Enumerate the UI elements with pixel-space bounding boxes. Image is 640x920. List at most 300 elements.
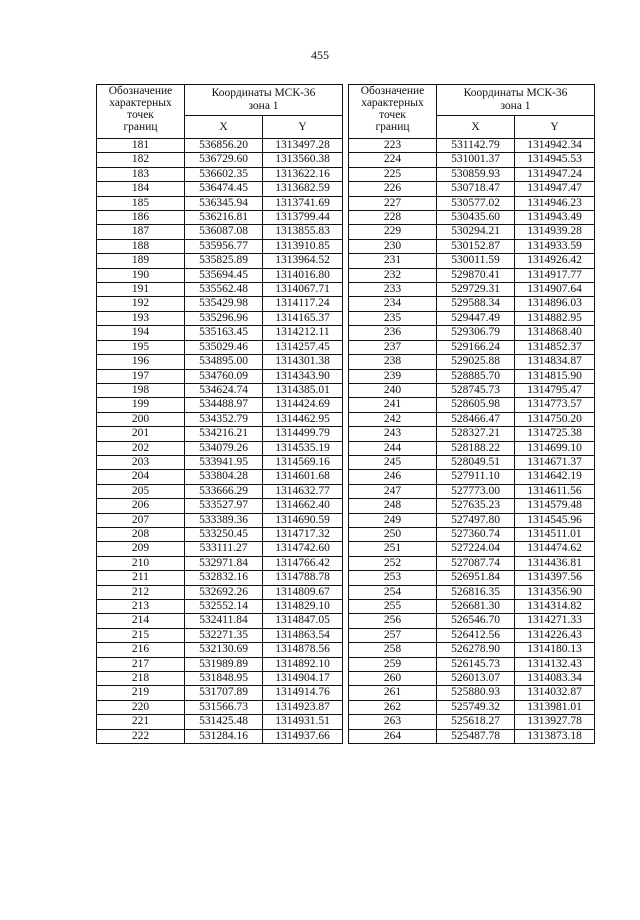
x-coordinate-cell: 535296.96	[185, 311, 263, 325]
x-coordinate-cell: 531989.89	[185, 657, 263, 671]
table-row	[349, 484, 595, 498]
y-coordinate-cell: 1314946.23	[515, 196, 595, 210]
table-row	[97, 254, 343, 268]
point-id-cell: 193	[97, 311, 185, 325]
y-coordinate-cell: 1314809.67	[263, 585, 343, 599]
point-id-cell: 196	[97, 355, 185, 369]
y-coordinate-cell: 1314356.90	[515, 585, 595, 599]
point-header-line: точек	[127, 109, 154, 121]
table-row	[349, 556, 595, 570]
table-row	[349, 614, 595, 628]
y-coordinate-cell: 1314117.24	[263, 297, 343, 311]
point-header-line: Обозначение	[360, 85, 425, 97]
table-row	[349, 571, 595, 585]
table-row	[349, 225, 595, 239]
x-coordinate-cell: 526546.70	[437, 614, 515, 628]
x-coordinate-cell: 534895.00	[185, 355, 263, 369]
x-coordinate-cell: 530859.93	[437, 167, 515, 181]
y-coordinate-cell: 1314750.20	[515, 412, 595, 426]
y-coordinate-cell: 1314462.95	[263, 412, 343, 426]
point-id-cell: 187	[97, 225, 185, 239]
point-id-cell: 192	[97, 297, 185, 311]
point-id-cell: 181	[97, 139, 185, 153]
y-coordinate-cell: 1314690.59	[263, 513, 343, 527]
point-id-cell: 206	[97, 499, 185, 513]
y-coordinate-cell: 1314725.38	[515, 427, 595, 441]
point-id-cell: 218	[97, 672, 185, 686]
table-row	[97, 340, 343, 354]
x-coordinate-cell: 526681.30	[437, 600, 515, 614]
table-row	[349, 427, 595, 441]
y-coordinate-cell: 1314931.51	[263, 715, 343, 729]
y-coordinate-cell: 1313981.01	[515, 700, 595, 714]
coords-header-line: зона 1	[500, 100, 531, 112]
table-row	[349, 729, 595, 743]
x-coordinate-cell: 532971.84	[185, 556, 263, 570]
y-coordinate-cell: 1314424.69	[263, 398, 343, 412]
y-coordinate-cell: 1314436.81	[515, 556, 595, 570]
x-coordinate-cell: 525487.78	[437, 729, 515, 743]
y-coordinate-cell: 1314632.77	[263, 484, 343, 498]
y-coordinate-cell: 1313560.38	[263, 153, 343, 167]
x-coordinate-cell: 530011.59	[437, 254, 515, 268]
point-id-cell: 261	[349, 686, 437, 700]
point-id-cell: 230	[349, 239, 437, 253]
y-coordinate-cell: 1314878.56	[263, 643, 343, 657]
table-row	[97, 398, 343, 412]
table-row	[97, 455, 343, 469]
table-row	[349, 499, 595, 513]
table-row	[349, 283, 595, 297]
x-coordinate-cell: 534216.21	[185, 427, 263, 441]
x-coordinate-cell: 531707.89	[185, 686, 263, 700]
point-id-cell: 195	[97, 340, 185, 354]
table-row	[349, 211, 595, 225]
y-coordinate-cell: 1314829.10	[263, 600, 343, 614]
table-row	[349, 542, 595, 556]
y-coordinate-cell: 1314226.43	[515, 628, 595, 642]
table-row	[349, 383, 595, 397]
y-coordinate-cell: 1314815.90	[515, 369, 595, 383]
y-coordinate-cell: 1314579.48	[515, 499, 595, 513]
x-coordinate-cell: 531001.37	[437, 153, 515, 167]
y-coordinate-cell: 1314569.16	[263, 455, 343, 469]
x-coordinate-cell: 527497.80	[437, 513, 515, 527]
x-coordinate-cell: 526278.90	[437, 643, 515, 657]
y-coordinate-cell: 1314083.34	[515, 672, 595, 686]
point-id-cell: 237	[349, 340, 437, 354]
x-coordinate-cell: 529025.88	[437, 355, 515, 369]
x-coordinate-cell: 529870.41	[437, 268, 515, 282]
coords-header-line: зона 1	[248, 100, 279, 112]
table-row	[349, 441, 595, 455]
table-row	[97, 297, 343, 311]
x-coordinate-cell: 526412.56	[437, 628, 515, 642]
table-row	[97, 729, 343, 743]
right-table-body	[349, 139, 595, 744]
y-coordinate-cell: 1314945.53	[515, 153, 595, 167]
x-coordinate-cell: 534488.97	[185, 398, 263, 412]
coords-header-line: Координаты МСК-36	[211, 87, 316, 99]
y-coordinate-cell: 1314947.47	[515, 182, 595, 196]
x-coordinate-cell: 535029.46	[185, 340, 263, 354]
point-id-cell: 194	[97, 326, 185, 340]
table-row	[97, 571, 343, 585]
x-coordinate-cell: 528327.21	[437, 427, 515, 441]
table-row	[97, 686, 343, 700]
point-id-cell: 229	[349, 225, 437, 239]
table-row	[349, 455, 595, 469]
y-coordinate-cell: 1314511.01	[515, 527, 595, 541]
point-id-cell: 236	[349, 326, 437, 340]
coordinates-group-header	[185, 85, 343, 116]
y-coordinate-cell: 1314943.49	[515, 211, 595, 225]
table-row	[349, 139, 595, 153]
y-coordinate-cell: 1314788.78	[263, 571, 343, 585]
x-coordinate-cell: 536087.08	[185, 225, 263, 239]
x-coordinate-cell: 532552.14	[185, 600, 263, 614]
x-coordinate-cell: 527911.10	[437, 470, 515, 484]
table-row	[349, 369, 595, 383]
x-coordinate-cell: 528885.70	[437, 369, 515, 383]
y-coordinate-cell: 1314611.56	[515, 484, 595, 498]
table-row	[97, 600, 343, 614]
point-id-cell: 224	[349, 153, 437, 167]
point-id-cell: 188	[97, 239, 185, 253]
y-coordinate-cell: 1314947.24	[515, 167, 595, 181]
table-row	[349, 628, 595, 642]
coordinates-table-left	[96, 84, 343, 744]
point-designation-header	[97, 85, 185, 139]
point-id-cell: 258	[349, 643, 437, 657]
point-id-cell: 243	[349, 427, 437, 441]
y-coordinate-cell: 1314717.32	[263, 527, 343, 541]
point-id-cell: 191	[97, 283, 185, 297]
y-coordinate-cell: 1314671.37	[515, 455, 595, 469]
y-coordinate-cell: 1314868.40	[515, 326, 595, 340]
point-header-line: характерных	[109, 97, 172, 109]
table-row	[349, 657, 595, 671]
y-coordinate-cell: 1314132.43	[515, 657, 595, 671]
point-id-cell: 203	[97, 455, 185, 469]
point-id-cell: 216	[97, 643, 185, 657]
table-row	[349, 340, 595, 354]
x-coordinate-cell: 535163.45	[185, 326, 263, 340]
y-coordinate-cell: 1314795.47	[515, 383, 595, 397]
x-coordinate-cell: 533941.95	[185, 455, 263, 469]
point-id-cell: 241	[349, 398, 437, 412]
y-coordinate-cell: 1314892.10	[263, 657, 343, 671]
x-coordinate-cell: 536602.35	[185, 167, 263, 181]
y-coordinate-cell: 1313741.69	[263, 196, 343, 210]
y-coordinate-cell: 1314032.87	[515, 686, 595, 700]
x-coordinate-cell: 525749.32	[437, 700, 515, 714]
y-coordinate-cell: 1314699.10	[515, 441, 595, 455]
y-coordinate-cell: 1314067.71	[263, 283, 343, 297]
x-coordinate-cell: 529729.31	[437, 283, 515, 297]
table-row	[97, 311, 343, 325]
x-coordinate-cell: 531142.79	[437, 139, 515, 153]
y-coordinate-cell: 1314939.28	[515, 225, 595, 239]
point-id-cell: 232	[349, 268, 437, 282]
table-row	[97, 556, 343, 570]
table-row	[349, 715, 595, 729]
x-coordinate-cell: 528605.98	[437, 398, 515, 412]
x-coordinate-cell: 536216.81	[185, 211, 263, 225]
point-id-cell: 199	[97, 398, 185, 412]
table-row	[349, 153, 595, 167]
table-row	[97, 672, 343, 686]
y-coordinate-cell: 1314882.95	[515, 311, 595, 325]
point-id-cell: 262	[349, 700, 437, 714]
table-row	[97, 268, 343, 282]
table-row	[97, 527, 343, 541]
table-row	[97, 355, 343, 369]
y-coordinate-cell: 1313799.44	[263, 211, 343, 225]
table-row	[97, 700, 343, 714]
y-coordinate-cell: 1314766.42	[263, 556, 343, 570]
y-coordinate-cell: 1314499.79	[263, 427, 343, 441]
point-id-cell: 217	[97, 657, 185, 671]
point-id-cell: 215	[97, 628, 185, 642]
point-id-cell: 225	[349, 167, 437, 181]
x-coordinate-cell: 527087.74	[437, 556, 515, 570]
y-coordinate-cell: 1314923.87	[263, 700, 343, 714]
x-coordinate-cell: 534352.79	[185, 412, 263, 426]
y-coordinate-cell: 1314847.05	[263, 614, 343, 628]
x-coordinate-cell: 528466.47	[437, 412, 515, 426]
point-id-cell: 255	[349, 600, 437, 614]
x-coordinate-cell: 533666.29	[185, 484, 263, 498]
x-coordinate-cell: 527360.74	[437, 527, 515, 541]
y-coordinate-cell: 1313910.85	[263, 239, 343, 253]
table-row	[349, 196, 595, 210]
point-header-line: Обозначение	[108, 85, 173, 97]
point-id-cell: 197	[97, 369, 185, 383]
y-coordinate-cell: 1314601.68	[263, 470, 343, 484]
point-id-cell: 246	[349, 470, 437, 484]
point-header-line: границ	[375, 121, 410, 133]
y-coordinate-cell: 1314301.38	[263, 355, 343, 369]
table-row	[349, 167, 595, 181]
y-coordinate-cell: 1314937.66	[263, 729, 343, 743]
point-id-cell: 260	[349, 672, 437, 686]
table-row	[349, 311, 595, 325]
x-coordinate-cell: 532692.26	[185, 585, 263, 599]
point-id-cell: 245	[349, 455, 437, 469]
point-id-cell: 238	[349, 355, 437, 369]
point-id-cell: 244	[349, 441, 437, 455]
x-coordinate-cell: 526951.84	[437, 571, 515, 585]
point-id-cell: 240	[349, 383, 437, 397]
y-coordinate-cell: 1313855.83	[263, 225, 343, 239]
point-id-cell: 259	[349, 657, 437, 671]
x-coordinate-cell: 527635.23	[437, 499, 515, 513]
point-header-line: характерных	[361, 97, 424, 109]
x-coordinate-cell: 529447.49	[437, 311, 515, 325]
y-coordinate-cell: 1314257.45	[263, 340, 343, 354]
table-row	[349, 297, 595, 311]
y-coordinate-cell: 1313927.78	[515, 715, 595, 729]
y-coordinate-cell: 1314926.42	[515, 254, 595, 268]
point-id-cell: 219	[97, 686, 185, 700]
x-coordinate-cell: 527224.04	[437, 542, 515, 556]
x-coordinate-cell: 530718.47	[437, 182, 515, 196]
x-coordinate-cell: 530294.21	[437, 225, 515, 239]
point-id-cell: 201	[97, 427, 185, 441]
y-coordinate-cell: 1314834.87	[515, 355, 595, 369]
x-coordinate-cell: 532832.16	[185, 571, 263, 585]
point-id-cell: 190	[97, 268, 185, 282]
x-coordinate-cell: 533389.36	[185, 513, 263, 527]
y-coordinate-cell: 1314535.19	[263, 441, 343, 455]
x-coordinate-cell: 534624.74	[185, 383, 263, 397]
point-id-cell: 208	[97, 527, 185, 541]
point-header-line: границ	[123, 121, 158, 133]
table-row	[97, 283, 343, 297]
point-id-cell: 254	[349, 585, 437, 599]
point-id-cell: 256	[349, 614, 437, 628]
y-coordinate-cell: 1314914.76	[263, 686, 343, 700]
y-coordinate-cell: 1313873.18	[515, 729, 595, 743]
table-row	[97, 153, 343, 167]
point-id-cell: 205	[97, 484, 185, 498]
table-row	[349, 672, 595, 686]
x-coordinate-cell: 531284.16	[185, 729, 263, 743]
point-id-cell: 184	[97, 182, 185, 196]
point-id-cell: 207	[97, 513, 185, 527]
table-row	[97, 167, 343, 181]
table-row	[97, 369, 343, 383]
point-id-cell: 189	[97, 254, 185, 268]
x-coordinate-cell: 528745.73	[437, 383, 515, 397]
point-id-cell: 264	[349, 729, 437, 743]
point-id-cell: 257	[349, 628, 437, 642]
y-coordinate-cell: 1314907.64	[515, 283, 595, 297]
y-coordinate-cell: 1314662.40	[263, 499, 343, 513]
x-coordinate-cell: 533804.28	[185, 470, 263, 484]
y-coordinate-cell: 1314165.37	[263, 311, 343, 325]
table-row	[349, 686, 595, 700]
y-column-header: Y	[515, 116, 595, 139]
table-row	[349, 513, 595, 527]
point-id-cell: 183	[97, 167, 185, 181]
point-id-cell: 221	[97, 715, 185, 729]
point-id-cell: 198	[97, 383, 185, 397]
table-row	[97, 412, 343, 426]
x-coordinate-cell: 531566.73	[185, 700, 263, 714]
point-id-cell: 248	[349, 499, 437, 513]
table-row	[97, 614, 343, 628]
table-row	[349, 643, 595, 657]
x-coordinate-cell: 535694.45	[185, 268, 263, 282]
x-coordinate-cell: 529306.79	[437, 326, 515, 340]
point-id-cell: 233	[349, 283, 437, 297]
point-id-cell: 226	[349, 182, 437, 196]
table-row	[97, 211, 343, 225]
point-id-cell: 234	[349, 297, 437, 311]
table-row	[97, 383, 343, 397]
coords-header-line: Координаты МСК-36	[463, 87, 568, 99]
point-id-cell: 227	[349, 196, 437, 210]
point-id-cell: 204	[97, 470, 185, 484]
y-coordinate-cell: 1314642.19	[515, 470, 595, 484]
x-coordinate-cell: 526145.73	[437, 657, 515, 671]
point-id-cell: 186	[97, 211, 185, 225]
left-table-body	[97, 139, 343, 744]
point-id-cell: 209	[97, 542, 185, 556]
x-coordinate-cell: 536729.60	[185, 153, 263, 167]
y-coordinate-cell: 1314397.56	[515, 571, 595, 585]
x-coordinate-cell: 529166.24	[437, 340, 515, 354]
table-row	[349, 412, 595, 426]
table-row	[349, 268, 595, 282]
point-id-cell: 242	[349, 412, 437, 426]
x-coordinate-cell: 535825.89	[185, 254, 263, 268]
x-coordinate-cell: 525618.27	[437, 715, 515, 729]
y-coordinate-cell: 1313497.28	[263, 139, 343, 153]
table-row	[349, 700, 595, 714]
y-coordinate-cell: 1314773.57	[515, 398, 595, 412]
table-row	[97, 326, 343, 340]
point-id-cell: 263	[349, 715, 437, 729]
point-id-cell: 228	[349, 211, 437, 225]
point-id-cell: 212	[97, 585, 185, 599]
table-row	[349, 527, 595, 541]
point-id-cell: 235	[349, 311, 437, 325]
y-coordinate-cell: 1314180.13	[515, 643, 595, 657]
x-coordinate-cell: 531425.48	[185, 715, 263, 729]
table-row	[97, 484, 343, 498]
y-coordinate-cell: 1314917.77	[515, 268, 595, 282]
point-id-cell: 239	[349, 369, 437, 383]
point-id-cell: 222	[97, 729, 185, 743]
table-row	[97, 225, 343, 239]
table-row	[97, 239, 343, 253]
y-coordinate-cell: 1314942.34	[515, 139, 595, 153]
x-coordinate-cell: 531848.95	[185, 672, 263, 686]
x-coordinate-cell: 534079.26	[185, 441, 263, 455]
point-header-line: точек	[379, 109, 406, 121]
table-row	[97, 182, 343, 196]
y-coordinate-cell: 1313682.59	[263, 182, 343, 196]
table-row	[97, 643, 343, 657]
page-number: 455	[311, 48, 329, 62]
point-id-cell: 210	[97, 556, 185, 570]
point-id-cell: 250	[349, 527, 437, 541]
table-row	[97, 657, 343, 671]
table-row	[97, 139, 343, 153]
point-id-cell: 223	[349, 139, 437, 153]
point-id-cell: 213	[97, 600, 185, 614]
table-row	[349, 355, 595, 369]
table-row	[349, 239, 595, 253]
point-id-cell: 252	[349, 556, 437, 570]
x-coordinate-cell: 530435.60	[437, 211, 515, 225]
table-row	[97, 513, 343, 527]
y-coordinate-cell: 1314385.01	[263, 383, 343, 397]
table-row	[349, 398, 595, 412]
table-row	[97, 628, 343, 642]
x-coordinate-cell: 530152.87	[437, 239, 515, 253]
x-coordinate-cell: 528049.51	[437, 455, 515, 469]
y-coordinate-cell: 1314016.80	[263, 268, 343, 282]
table-row	[349, 182, 595, 196]
coordinates-group-header	[437, 85, 595, 116]
point-id-cell: 211	[97, 571, 185, 585]
table-row	[349, 585, 595, 599]
x-coordinate-cell: 533111.27	[185, 542, 263, 556]
